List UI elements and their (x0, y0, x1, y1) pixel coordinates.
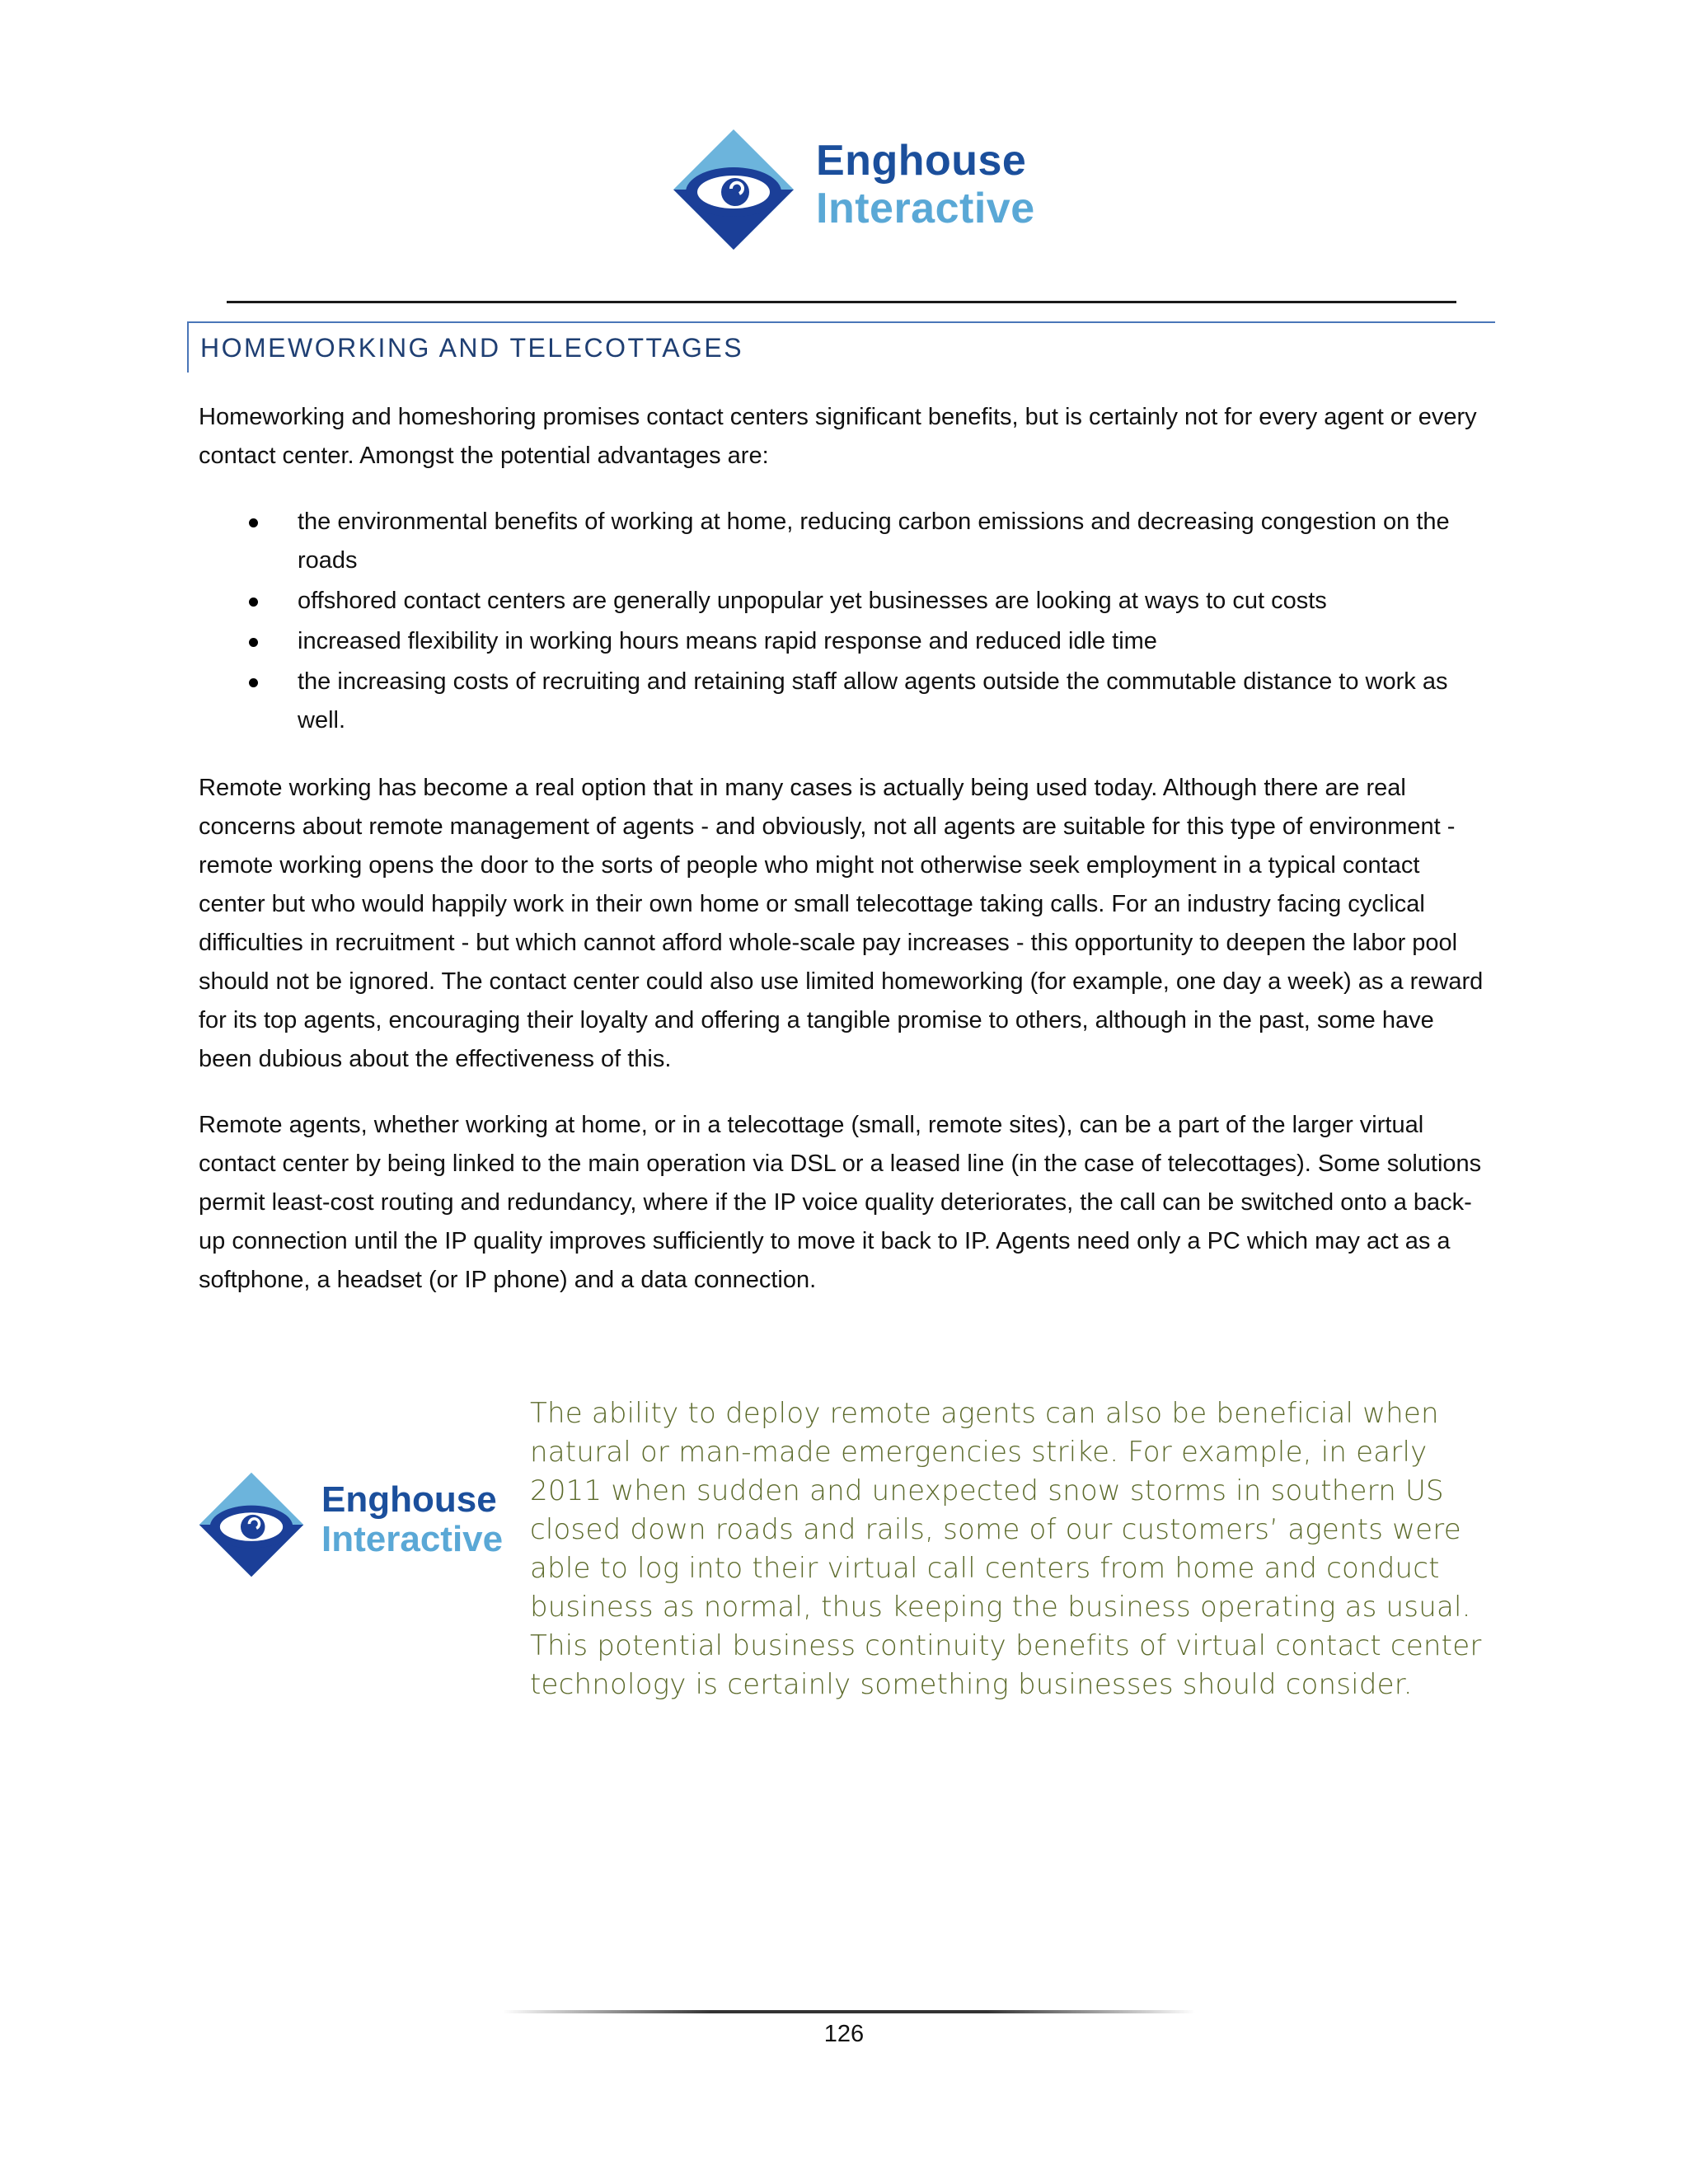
logo-text-interactive: Interactive (816, 185, 1035, 232)
intro-paragraph: Homeworking and homeshoring promises contact centers significant benefits, but is certainly not for every agent or every contact center. Amongst the potential advantages are: (199, 404, 1477, 469)
advantages-list (199, 503, 1493, 742)
footer-divider (503, 2010, 1195, 2013)
callout-quote: The ability to deploy remote agents can also be beneficial when natural or man-made emergencies strike. For example, in early 2011 when sudden and unexpected snow storms in southern US closed down roads and rails, some of our customers’ agents were able to log into their virtual call centers from home and conduct business as normal, thus keeping the business operating as usual. This potential business continuity benefits of virtual contact center technology is certainly something businesses should consider. (530, 1397, 1482, 1701)
list-item (199, 622, 1493, 661)
list-item (199, 663, 1493, 740)
bullet-icon (249, 678, 258, 687)
list-item-text: offshored contact centers are generally unpopular yet businesses are looking at ways to cut costs (298, 588, 1327, 614)
callout-logo-text-interactive: Interactive (321, 1519, 504, 1559)
enghouse-eye-logo-icon (198, 1471, 305, 1578)
list-item (199, 582, 1493, 621)
section-title: HOMEWORKING AND TELECOTTAGES (200, 333, 744, 363)
header-divider (227, 301, 1456, 303)
callout-logo-text-enghouse: Enghouse (321, 1479, 497, 1520)
section-heading-box (187, 321, 1495, 373)
enghouse-eye-logo-icon (672, 128, 795, 251)
list-item (199, 503, 1493, 580)
remote-working-paragraph: Remote working has become a real option that in many cases is actually being used today. Although there are real concerns about remote management of agents - and obviously, not all agents are suitable for this type of environment - remote working opens the door to the sorts of people who might not otherwise seek employment in a typical contact center but who would happily work in their own home or small telecottage taking calls. For an industry facing cyclical difficulties in recruitment - but which cannot afford whole-scale pay increases - this opportunity to deepen the labor pool should not be ignored. The contact center could also use limited homeworking (for example, one day a week) as a reward for its top agents, encouraging their loyalty and offering a tangible promise to others, although in the past, some have been dubious about the effectiveness of this. (199, 775, 1484, 1072)
bullet-icon (249, 638, 258, 647)
bullet-icon (249, 518, 258, 527)
remote-agents-paragraph: Remote agents, whether working at home, or in a telecottage (small, remote sites), can be a part of the larger virtual contact center by being linked to the main operation via DSL or a leased line (in the case of telecottages). Some solutions permit least-cost routing and redundancy, where if the IP voice quality deteriorates, the call can be switched onto a back-up connection until the IP quality improves sufficiently to move it back to IP. Agents need only a PC which may act as a softphone, a headset (or IP phone) and a data connection. (199, 1112, 1482, 1293)
bullet-icon (249, 598, 258, 607)
callout-logo (198, 1471, 511, 1578)
page-number: 126 (823, 2021, 865, 2047)
list-item-text: the increasing costs of recruiting and retaining staff allow agents outside the commutable distance to work as well. (298, 668, 1448, 733)
list-item-text: the environmental benefits of working at home, reducing carbon emissions and decreasing congestion on the roads (298, 509, 1450, 574)
logo-text-enghouse: Enghouse (816, 137, 1027, 185)
header-logo (672, 128, 1035, 251)
list-item-text: increased flexibility in working hours means rapid response and reduced idle time (298, 628, 1157, 654)
